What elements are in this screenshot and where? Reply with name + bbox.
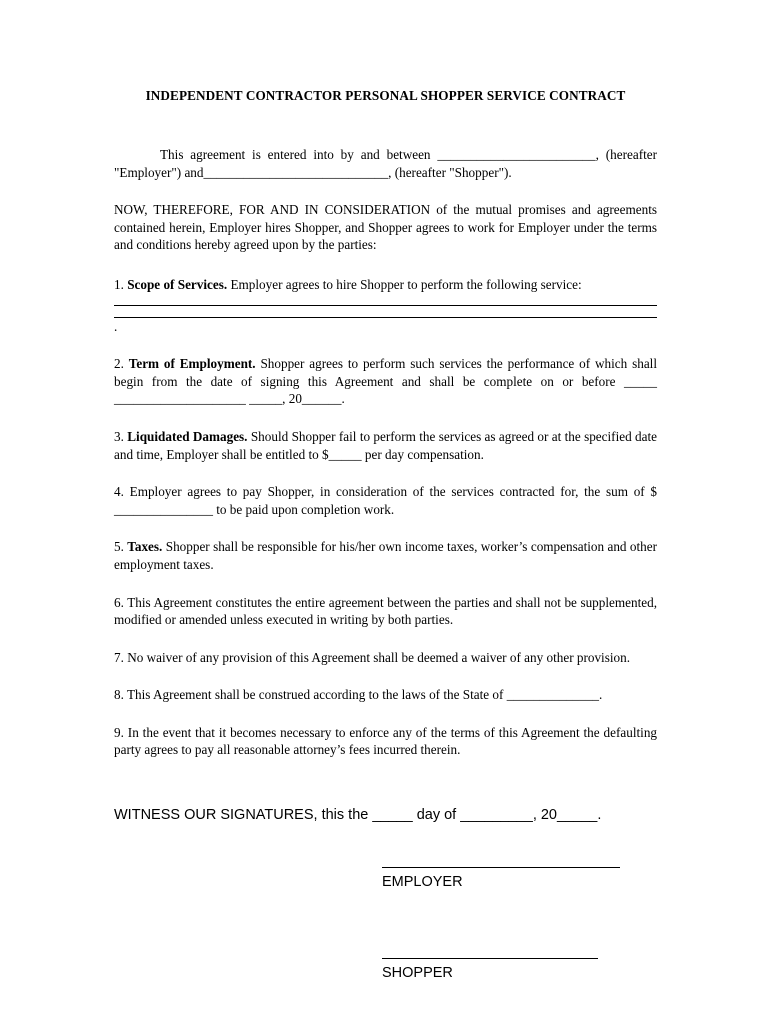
clause-5 (114, 538, 657, 573)
clause-9 (114, 724, 657, 759)
page-title: INDEPENDENT CONTRACTOR PERSONAL SHOPPER SERVICE CONTRACT (145, 88, 626, 103)
clause-7-number: 7. (114, 649, 124, 665)
clause-5-text: Shopper shall be responsible for his/her own income taxes, worker’s compensation and other employment taxes. (114, 539, 657, 572)
shopper-signature-label: SHOPPER (382, 965, 453, 982)
clause-1-number: 1. (114, 276, 124, 292)
clause-2 (114, 355, 657, 408)
signature-block-employer (382, 867, 632, 892)
clause-2-heading: Term of Employment. (128, 356, 256, 372)
consideration-paragraph: NOW, THEREFORE, FOR AND IN CONSIDERATION of the mutual promises and agreements contained herein, Employer hires Shopper, and Shopper agrees to work for Employer under the terms and conditions hereby agreed upon by the parties: (114, 202, 657, 253)
clause-1 (114, 276, 657, 294)
clause-5-heading: Taxes. (127, 539, 163, 555)
employer-signature-line[interactable] (382, 867, 620, 868)
clause-3 (114, 428, 657, 463)
clause-8-number: 8. (114, 687, 124, 703)
signature-block-shopper (382, 958, 632, 983)
clause-8 (114, 686, 657, 704)
clause-3-number: 3. (114, 428, 124, 444)
clause-1-text: Employer agrees to hire Shopper to perform the following service: (230, 276, 582, 292)
clause-8-text: This Agreement shall be construed according to the laws of the State of ______________. (126, 687, 603, 703)
document-body (114, 88, 657, 983)
clause-2-text: Shopper agrees to perform such services the performance of which shall begin from the date of signing this Agreement and shall be complete on or before _____ ____________________ _____, 20______. (114, 356, 658, 407)
clause-2-number: 2. (114, 356, 124, 372)
intro-paragraph: This agreement is entered into by and between ________________________, (hereafter "Employer") and____________________________, (hereafter "Shopper"). (114, 147, 657, 180)
clause-7 (114, 649, 657, 667)
clause-1-heading: Scope of Services. (127, 276, 228, 292)
shopper-signature-line[interactable] (382, 958, 598, 959)
clause-6-text: This Agreement constitutes the entire agreement between the parties and shall not be supplemented, modified or amended unless executed in writing by both parties. (114, 594, 657, 628)
clause-9-text: In the event that it becomes necessary to enforce any of the terms of this Agreement the defaulting party agrees to pay all reasonable attorney’s fees incurred therein. (114, 724, 658, 758)
clause-9-number: 9. (114, 724, 124, 740)
clause-3-heading: Liquidated Damages. (127, 428, 248, 444)
clause-1-trailing: . (114, 318, 118, 334)
scope-blank-line-2 (114, 306, 657, 318)
witness-line: WITNESS OUR SIGNATURES, this the _____ day of _________, 20_____. (114, 807, 602, 824)
clause-7-text: No waiver of any provision of this Agreement shall be deemed a waiver of any other provision. (127, 649, 631, 665)
scope-blank-line-1 (114, 294, 657, 306)
clause-4-text: Employer agrees to pay Shopper, in consideration of the services contracted for, the sum of $ _______________ to be paid upon completion work. (114, 484, 658, 517)
clause-6-number: 6. (114, 594, 124, 610)
clause-6 (114, 594, 657, 629)
clause-5-number: 5. (114, 539, 124, 555)
employer-signature-label: EMPLOYER (382, 874, 463, 891)
clause-4 (114, 483, 657, 518)
clause-4-number: 4. (114, 484, 124, 500)
clause-3-text: Should Shopper fail to perform the services as agreed or at the specified date and time, Employer shall be entitled to $_____ per day compensation. (114, 428, 658, 462)
